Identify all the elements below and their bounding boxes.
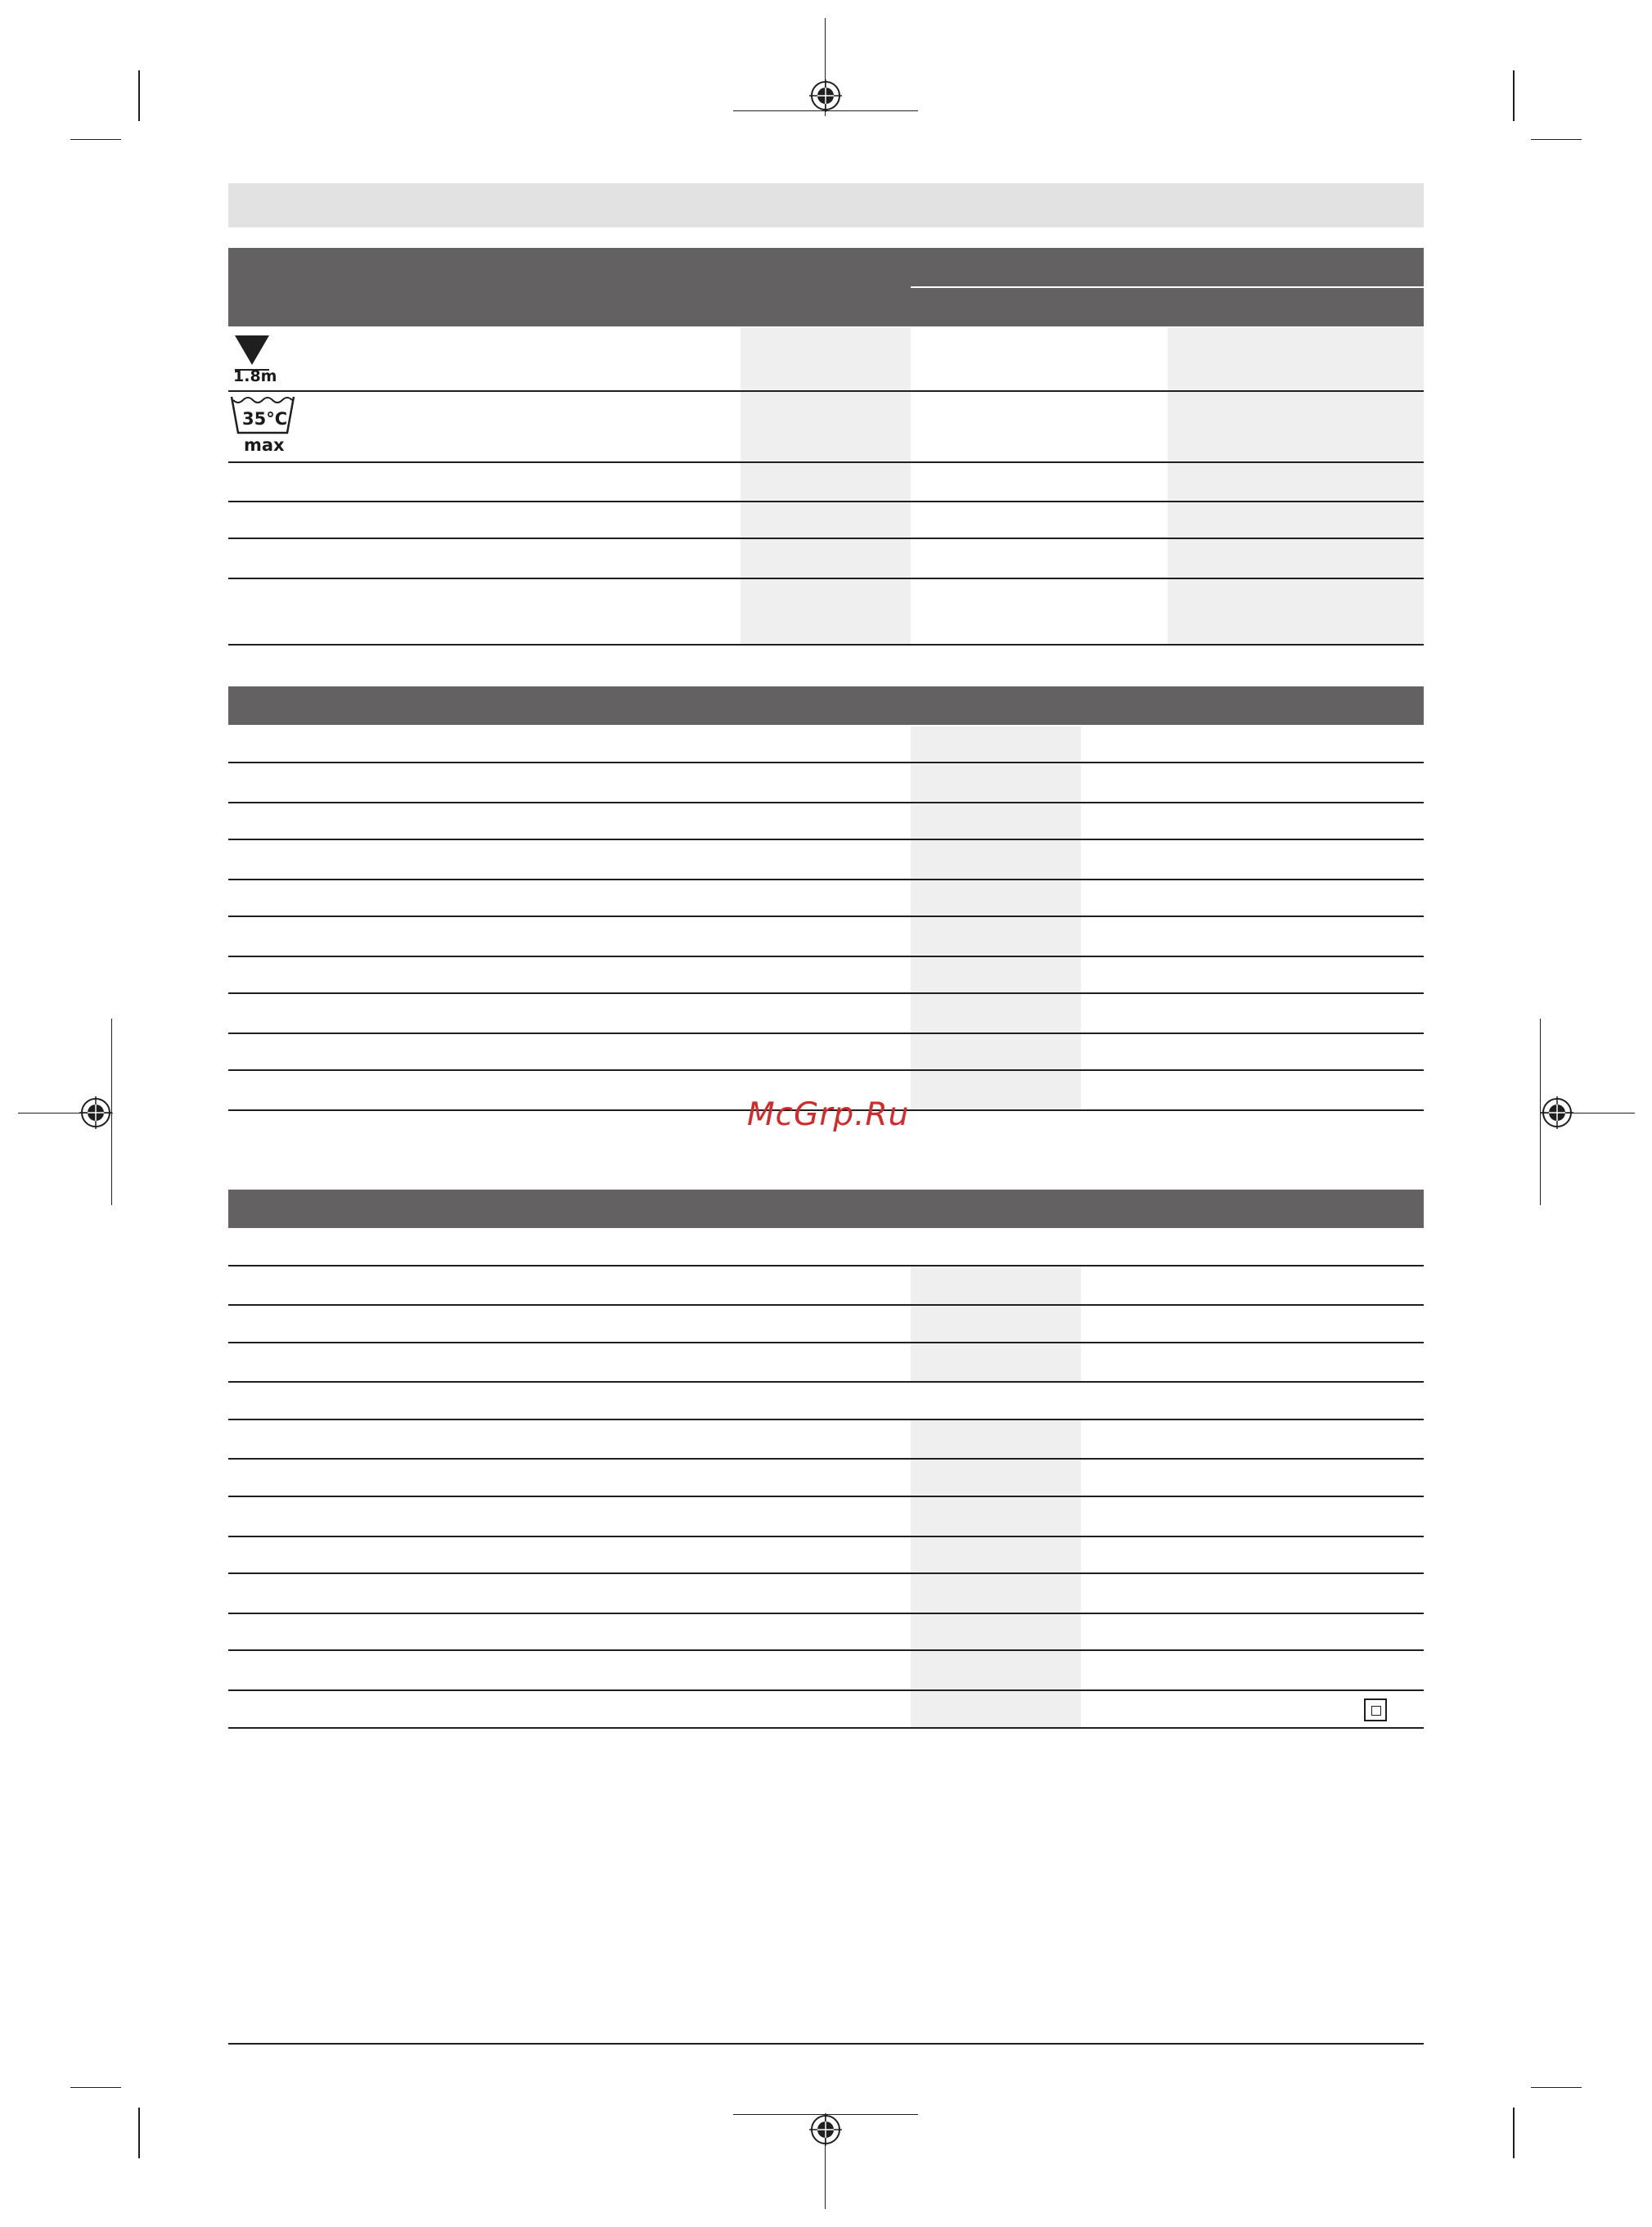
table1-shade-col-a: [740, 327, 911, 644]
wash-max-label: max: [244, 435, 285, 455]
table1-row-line-1: [228, 390, 1424, 392]
registration-mark-icon: [809, 79, 842, 112]
table3-row-line-8: [228, 1536, 1424, 1537]
table3-row-line-3: [228, 1342, 1424, 1343]
table3-row-line-4: [228, 1381, 1424, 1383]
table3-row-line-2: [228, 1304, 1424, 1306]
table1-shade-col-c: [1168, 327, 1424, 644]
table3-row-line-7: [228, 1496, 1424, 1497]
registration-mark-icon: [1541, 1096, 1573, 1129]
registration-mark-icon: [79, 1096, 112, 1129]
page-header-band: [228, 183, 1424, 227]
table3-shade-group-a: [911, 1266, 1081, 1381]
table3-row-line-1: [228, 1265, 1424, 1266]
table3-header: [228, 1190, 1424, 1228]
wash-temp-label: 35°C: [242, 409, 288, 429]
table2-row-line-6: [228, 956, 1424, 957]
table3-row-line-13: [228, 1727, 1424, 1729]
table2-shade-col: [911, 727, 1081, 1110]
registration-mark-icon: [809, 2113, 842, 2146]
table1-header-subdivider: [911, 286, 1424, 288]
crop-mark-top-right-v: [1513, 70, 1515, 121]
table3-shade-group-b: [911, 1420, 1081, 1728]
table1-row-line-5: [228, 578, 1424, 579]
table1-row-line-6: [228, 644, 1424, 646]
table2-row-line-3: [228, 839, 1424, 840]
table2-row-line-8: [228, 1033, 1424, 1034]
crop-mark-bottom-right-h: [1531, 2087, 1582, 2088]
double-square-icon: [1364, 1698, 1387, 1721]
table3-row-line-6: [228, 1458, 1424, 1460]
footer-rule: [228, 2043, 1424, 2045]
table1-row-line-3: [228, 501, 1424, 502]
table3-row-line-12: [228, 1689, 1424, 1691]
crop-mark-bottom-left-h: [70, 2087, 121, 2088]
table2-row-line-5: [228, 916, 1424, 917]
table3-row-line-9: [228, 1572, 1424, 1574]
crop-mark-top-left-v: [138, 70, 140, 121]
crop-mark-top-right-h: [1531, 139, 1582, 140]
table3-row-line-5: [228, 1419, 1424, 1420]
table3-row-line-11: [228, 1649, 1424, 1651]
table3-row-line-10: [228, 1613, 1424, 1614]
table1-row-line-2: [228, 461, 1424, 463]
table2-row-line-2: [228, 802, 1424, 803]
crop-mark-top-left-h: [70, 139, 121, 140]
table2-row-line-1: [228, 762, 1424, 763]
watermark-text: McGrp.Ru: [747, 1096, 910, 1133]
drop-height-label: 1.8m: [233, 367, 277, 385]
crop-mark-bottom-left-v: [138, 2108, 140, 2158]
crop-mark-bottom-right-v: [1513, 2108, 1515, 2158]
table2-row-line-9: [228, 1069, 1424, 1071]
table2-row-line-7: [228, 992, 1424, 994]
table1-row-line-4: [228, 538, 1424, 539]
table2-header: [228, 686, 1424, 725]
table2-row-line-4: [228, 879, 1424, 880]
